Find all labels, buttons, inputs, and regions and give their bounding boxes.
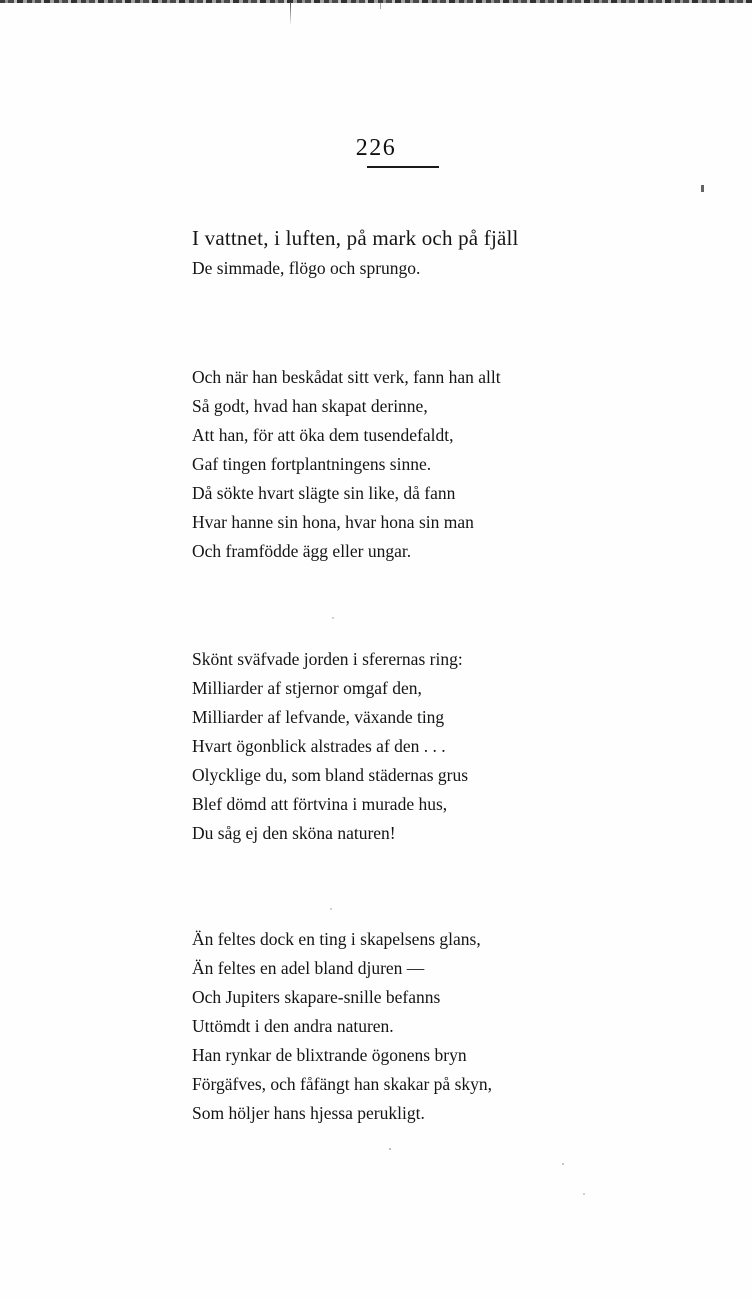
- stanza: [192, 645, 662, 848]
- poem-line: Skönt sväfvade jorden i sferernas ring:: [192, 649, 463, 669]
- stanza: [192, 363, 662, 566]
- page-folio: [0, 136, 752, 160]
- scan-artifact-tick-secondary: [380, 2, 381, 9]
- scan-speck-right-margin: [701, 185, 704, 192]
- scan-speck: [562, 1163, 564, 1165]
- poem-line: Blef dömd att förtvina i murade hus,: [192, 794, 448, 814]
- scan-speck: [389, 1148, 391, 1150]
- poem-line: Så godt, hvad han skapat derinne,: [192, 396, 428, 416]
- scan-speck: [330, 908, 332, 910]
- poem-line: Än feltes en adel bland djuren —: [192, 958, 425, 978]
- scan-artifact-tick: [290, 2, 291, 24]
- poem-line: Hvar hanne sin hona, hvar hona sin man: [192, 512, 474, 532]
- poem-line: Hvart ögonblick alstrades af den . . .: [192, 736, 446, 756]
- poem-line: Än feltes dock en ting i skapelsens glans,: [192, 929, 481, 949]
- poem-line: Att han, för att öka dem tusendefaldt,: [192, 425, 454, 445]
- stanza: [192, 925, 662, 1128]
- poem-line: Gaf tingen fortplantningens sinne.: [192, 454, 432, 474]
- poem-line: Förgäfves, och fåfängt han skakar på skyn,: [192, 1074, 493, 1094]
- poem-line: Och när han beskådat sitt verk, fann han allt: [192, 367, 501, 387]
- poem-line: Då sökte hvart slägte sin like, då fann: [192, 483, 456, 503]
- page-number: 226: [355, 135, 397, 161]
- poem-line: Milliarder af lefvande, växande ting: [192, 707, 445, 727]
- scan-speck: [332, 617, 334, 619]
- poem-line: Du såg ej den sköna naturen!: [192, 823, 396, 843]
- poem-line: Milliarder af stjernor omgaf den,: [192, 678, 422, 698]
- poem-line: Han rynkar de blixtrande ögonens bryn: [192, 1045, 467, 1065]
- stanza: [192, 222, 662, 283]
- poem-line: De simmade, flögo och sprungo.: [192, 258, 421, 278]
- poem-line: I vattnet, i luften, på mark och på fjäll: [192, 226, 519, 250]
- poem-line: Uttömdt i den andra naturen.: [192, 1016, 394, 1036]
- page-number-rule: [367, 166, 439, 168]
- scan-edge-artifact-top: [0, 0, 752, 3]
- poem-line: Olycklige du, som bland städernas grus: [192, 765, 469, 785]
- poem-line: Som höljer hans hjessa perukligt.: [192, 1103, 425, 1123]
- scan-speck: [583, 1193, 585, 1195]
- poem-line: Och Jupiters skapare-snille befanns: [192, 987, 441, 1007]
- poem-line: Och framfödde ägg eller ungar.: [192, 541, 412, 561]
